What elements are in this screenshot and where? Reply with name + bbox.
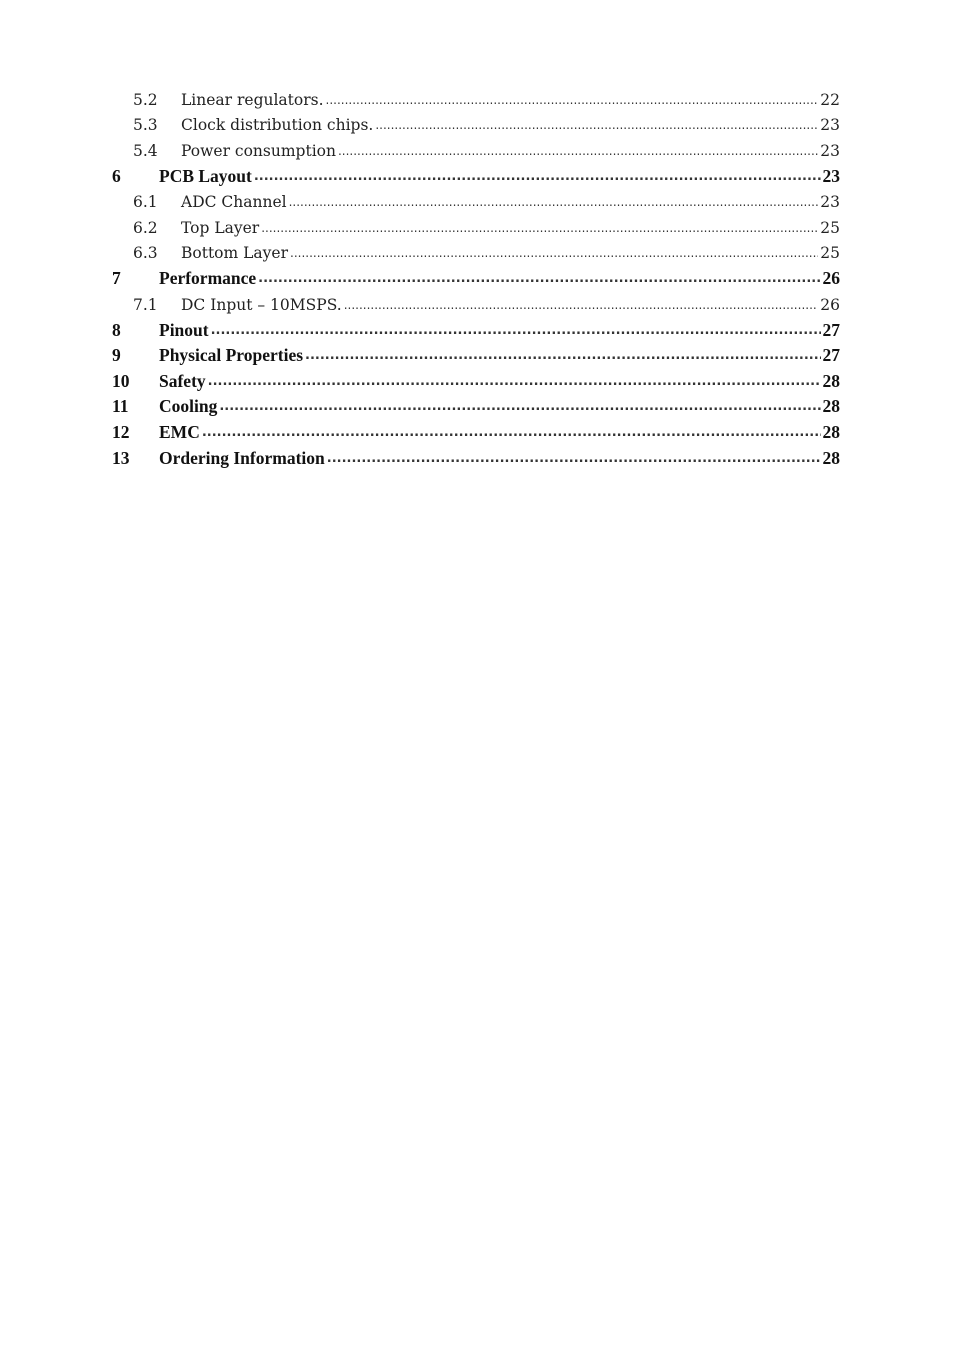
toc-number: 11 bbox=[112, 396, 129, 417]
toc-number: 5.3 bbox=[133, 116, 158, 135]
toc-title: Performance bbox=[159, 268, 257, 289]
toc-number: 5.4 bbox=[133, 141, 158, 160]
toc-page-number: 27 bbox=[822, 345, 840, 366]
toc-number: 7 bbox=[112, 268, 121, 289]
toc-entry-11[interactable] bbox=[112, 394, 840, 420]
dot-leader bbox=[327, 451, 821, 466]
toc-entry-5-3[interactable] bbox=[112, 113, 840, 139]
toc-page-number: 27 bbox=[822, 319, 840, 340]
toc-title: Pinout bbox=[159, 319, 209, 340]
dot-leader bbox=[375, 118, 818, 132]
dot-leader bbox=[305, 348, 820, 363]
toc-entry-6-1[interactable] bbox=[112, 189, 840, 215]
toc-page-number: 28 bbox=[822, 396, 840, 417]
toc-number: 10 bbox=[112, 370, 130, 391]
toc-page-number: 28 bbox=[822, 447, 840, 468]
toc-number: 6.2 bbox=[133, 218, 158, 237]
toc-page-number: 25 bbox=[820, 244, 840, 263]
toc-title: EMC bbox=[159, 422, 200, 443]
toc-entry-12[interactable] bbox=[112, 420, 840, 446]
toc-number: 6 bbox=[112, 166, 121, 187]
toc-entry-6[interactable] bbox=[112, 164, 840, 190]
toc-title: Physical Properties bbox=[159, 345, 304, 366]
toc-title: Cooling bbox=[159, 396, 218, 417]
toc-entry-13[interactable] bbox=[112, 445, 840, 471]
dot-leader bbox=[208, 374, 821, 389]
toc-number: 9 bbox=[112, 345, 121, 366]
toc-title: ADC Channel bbox=[181, 193, 287, 212]
dot-leader bbox=[211, 323, 821, 338]
dot-leader bbox=[219, 399, 820, 414]
table-of-contents bbox=[112, 87, 840, 471]
toc-entry-7[interactable] bbox=[112, 266, 840, 292]
toc-title: Linear regulators. bbox=[181, 90, 324, 109]
toc-page-number: 23 bbox=[822, 166, 840, 187]
toc-entry-7-1[interactable] bbox=[112, 292, 840, 318]
toc-entry-8[interactable] bbox=[112, 317, 840, 343]
toc-page-number: 28 bbox=[822, 370, 840, 391]
toc-number: 6.1 bbox=[133, 193, 158, 212]
toc-page-number: 25 bbox=[820, 218, 840, 237]
toc-title: Bottom Layer bbox=[181, 244, 289, 263]
toc-entry-5-4[interactable] bbox=[112, 138, 840, 164]
toc-title: Safety bbox=[159, 370, 206, 391]
dot-leader bbox=[289, 195, 819, 209]
toc-page-number: 26 bbox=[820, 295, 840, 314]
toc-page-number: 23 bbox=[820, 193, 840, 212]
toc-number: 13 bbox=[112, 447, 130, 468]
toc-title: Power consumption bbox=[181, 141, 336, 160]
dot-leader bbox=[338, 144, 818, 158]
toc-entry-5-2[interactable] bbox=[112, 87, 840, 113]
toc-title: Ordering Information bbox=[159, 447, 325, 468]
toc-title: DC Input – 10MSPS. bbox=[181, 295, 342, 314]
toc-page-number: 26 bbox=[822, 268, 840, 289]
dot-leader bbox=[290, 246, 818, 260]
dot-leader bbox=[202, 425, 821, 440]
toc-page-number: 28 bbox=[822, 422, 840, 443]
toc-number: 6.3 bbox=[133, 244, 158, 263]
toc-entry-6-3[interactable] bbox=[112, 241, 840, 267]
dot-leader bbox=[258, 271, 820, 286]
toc-title: PCB Layout bbox=[159, 166, 252, 187]
toc-entry-9[interactable] bbox=[112, 343, 840, 369]
toc-title: Clock distribution chips. bbox=[181, 116, 374, 135]
toc-title: Top Layer bbox=[181, 218, 260, 237]
toc-number: 8 bbox=[112, 319, 121, 340]
toc-number: 7.1 bbox=[133, 295, 158, 314]
toc-page-number: 22 bbox=[820, 90, 840, 109]
dot-leader bbox=[344, 298, 819, 312]
dot-leader bbox=[326, 93, 819, 107]
toc-entry-6-2[interactable] bbox=[112, 215, 840, 241]
toc-number: 5.2 bbox=[133, 90, 158, 109]
toc-page-number: 23 bbox=[820, 141, 840, 160]
toc-page-number: 23 bbox=[820, 116, 840, 135]
toc-number: 12 bbox=[112, 422, 130, 443]
toc-entry-10[interactable] bbox=[112, 369, 840, 395]
dot-leader bbox=[254, 169, 821, 184]
dot-leader bbox=[261, 221, 818, 235]
